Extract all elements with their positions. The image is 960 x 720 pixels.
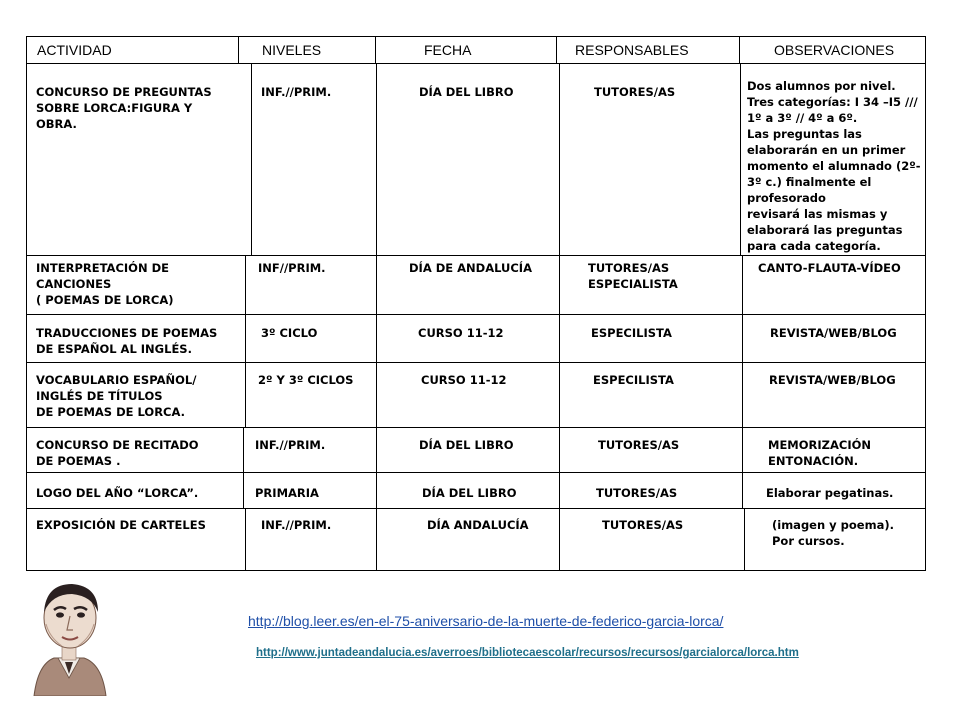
table-row bbox=[27, 473, 925, 509]
cell-responsables: TUTORES/AS bbox=[598, 438, 680, 452]
cell-fecha: CURSO 11-12 bbox=[418, 326, 504, 340]
header-responsables: RESPONSABLES bbox=[557, 37, 740, 63]
cell-niveles: INF//PRIM. bbox=[258, 261, 326, 275]
cell-niveles: PRIMARIA bbox=[255, 486, 319, 500]
cell-actividad: CONCURSO DE RECITADO DE POEMAS . bbox=[36, 438, 199, 468]
cell-responsables: ESPECILISTA bbox=[593, 373, 674, 387]
cell-observaciones: CANTO-FLAUTA-VÍDEO bbox=[758, 261, 901, 275]
table-row bbox=[27, 509, 925, 571]
cell-responsables: TUTORES/AS bbox=[596, 486, 678, 500]
table-row bbox=[27, 363, 925, 428]
cell-observaciones: Dos alumnos por nivel. Tres categorías: I 34 –I5 /// 1º a 3º // 4º a 6º. Las preguntas las elaborarán en un primer momento el alumnado (2º- 3º c.) finalmente el profesorado revisará las mismas y elaborará las preguntas para cada categoría. bbox=[747, 79, 921, 253]
cell-niveles: 2º Y 3º CICLOS bbox=[258, 373, 354, 387]
cell-actividad: EXPOSICIÓN DE CARTELES bbox=[36, 518, 206, 532]
cell-observaciones: Elaborar pegatinas. bbox=[766, 486, 894, 500]
cell-fecha: DÍA DEL LIBRO bbox=[419, 438, 514, 452]
header-actividad: ACTIVIDAD bbox=[27, 37, 239, 63]
activities-table bbox=[26, 36, 926, 571]
cell-niveles: INF.//PRIM. bbox=[261, 85, 332, 99]
cell-actividad: TRADUCCIONES DE POEMAS DE ESPAÑOL AL INGLÉS. bbox=[36, 326, 218, 356]
cell-niveles: 3º CICLO bbox=[261, 326, 318, 340]
cell-fecha: CURSO 11-12 bbox=[421, 373, 507, 387]
cell-responsables: TUTORES/AS bbox=[594, 85, 676, 99]
cell-fecha: DÍA DE ANDALUCÍA bbox=[409, 261, 532, 275]
junta-andalucia-link[interactable]: http://www.juntadeandalucia.es/averroes/bibliotecaescolar/recursos/recursos/garcialorca/lorca.htm bbox=[256, 647, 799, 659]
cell-niveles: INF.//PRIM. bbox=[261, 518, 332, 532]
cell-actividad: INTERPRETACIÓN DE CANCIONES ( POEMAS DE LORCA) bbox=[36, 261, 174, 307]
cell-actividad: LOGO DEL AÑO “LORCA”. bbox=[36, 486, 199, 500]
cell-fecha: DÍA DEL LIBRO bbox=[422, 486, 517, 500]
cell-observaciones: REVISTA/WEB/BLOG bbox=[769, 373, 896, 387]
table-header bbox=[26, 36, 926, 64]
cell-fecha: DÍA DEL LIBRO bbox=[419, 85, 514, 99]
table-row bbox=[27, 428, 925, 473]
cell-fecha: DÍA ANDALUCÍA bbox=[427, 518, 529, 532]
cell-responsables: ESPECILISTA bbox=[591, 326, 672, 340]
cell-niveles: INF.//PRIM. bbox=[255, 438, 326, 452]
cell-responsables: TUTORES/AS ESPECIALISTA bbox=[588, 261, 678, 291]
cell-actividad: VOCABULARIO ESPAÑOL/ INGLÉS DE TÍTULOS DE POEMAS DE LORCA. bbox=[36, 373, 197, 419]
header-fecha: FECHA bbox=[376, 37, 557, 63]
table-row bbox=[27, 315, 925, 363]
table-row bbox=[27, 256, 925, 315]
header-observaciones: OBSERVACIONES bbox=[774, 42, 895, 58]
header-niveles: NIVELES bbox=[239, 37, 376, 63]
lorca-caricature-icon bbox=[28, 578, 110, 696]
table-body bbox=[26, 64, 926, 571]
cell-actividad: CONCURSO DE PREGUNTAS SOBRE LORCA:FIGURA Y OBRA. bbox=[36, 85, 212, 131]
cell-observaciones: REVISTA/WEB/BLOG bbox=[770, 326, 897, 340]
cell-responsables: TUTORES/AS bbox=[602, 518, 684, 532]
cell-observaciones: (imagen y poema). Por cursos. bbox=[772, 518, 894, 548]
blog-leer-link[interactable]: http://blog.leer.es/en-el-75-aniversario-de-la-muerte-de-federico-garcia-lorca/ bbox=[248, 613, 724, 629]
cell-observaciones: MEMORIZACIÓN ENTONACIÓN. bbox=[768, 438, 872, 468]
table-row bbox=[27, 64, 925, 256]
